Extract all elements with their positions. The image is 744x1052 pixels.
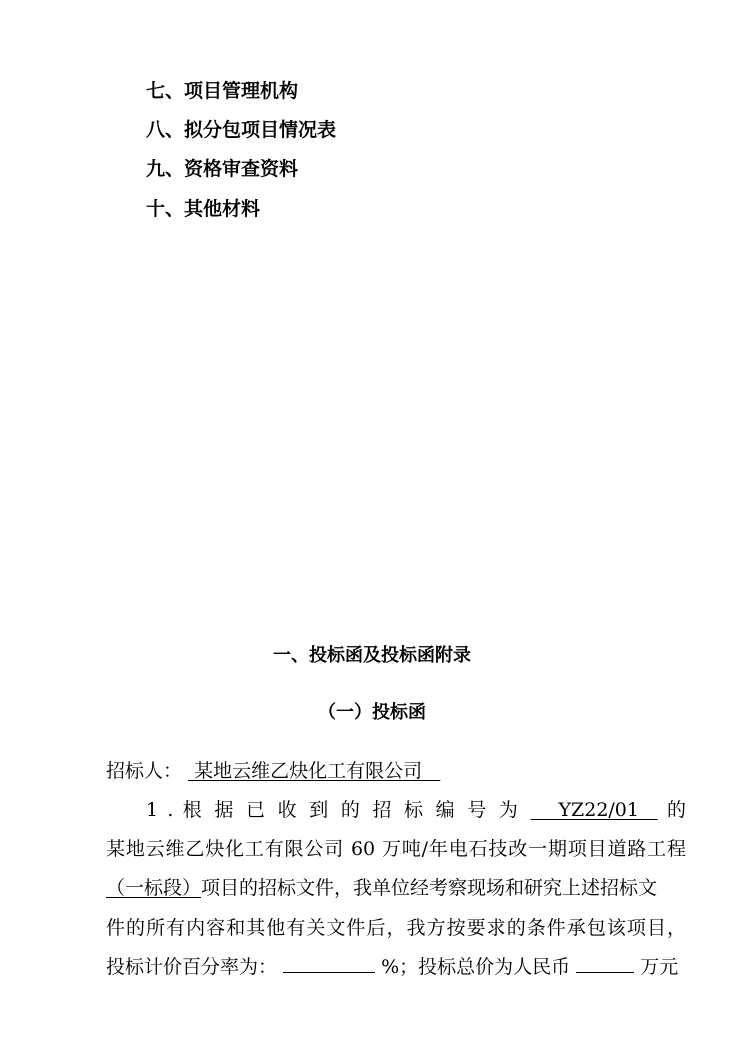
addressee-name: 某地云维乙炔化工有限公司 xyxy=(194,760,423,782)
addressee-value xyxy=(188,760,440,782)
lot-name: （一标段） xyxy=(106,877,202,899)
line1-prefix: 1 . 根 据 已 收 到 的 招 标 编 号 为 xyxy=(146,799,522,821)
line3-rest: 项目的招标文件，我单位经考察现场和研究上述招标文 xyxy=(201,877,658,899)
tender-number xyxy=(531,799,658,821)
letter-line-5 xyxy=(106,953,686,981)
toc-item: 十、其他材料 xyxy=(146,198,261,220)
toc-item: 八、拟分包项目情况表 xyxy=(146,119,337,141)
tender-number-value: YZ22/01 xyxy=(558,799,639,821)
total-price-blank[interactable] xyxy=(576,954,634,973)
line5-part2: %；投标总价为人民币 xyxy=(381,956,571,978)
addressee-line xyxy=(106,757,686,785)
section-title: 一、投标函及投标函附录 xyxy=(273,645,471,666)
letter-line-3 xyxy=(106,874,686,902)
addressee-label: 招标人： xyxy=(106,760,183,782)
letter-line-4: 件的所有内容和其他有关文件后，我方按要求的条件承包该项目， xyxy=(106,917,686,939)
line5-part1: 投标计价百分率为： xyxy=(106,956,278,978)
percentage-blank[interactable] xyxy=(283,954,375,973)
sub-title: （一）投标函 xyxy=(318,702,426,723)
line1-suffix: 的 xyxy=(666,799,686,821)
line5-part3: 万元 xyxy=(640,956,679,978)
letter-line-1 xyxy=(146,796,686,824)
toc-item: 九、资格审查资料 xyxy=(146,158,299,180)
toc-item: 七、项目管理机构 xyxy=(146,80,299,102)
letter-line-2: 某地云维乙炔化工有限公司 60 万吨/年电石技改一期项目道路工程 xyxy=(106,838,686,860)
